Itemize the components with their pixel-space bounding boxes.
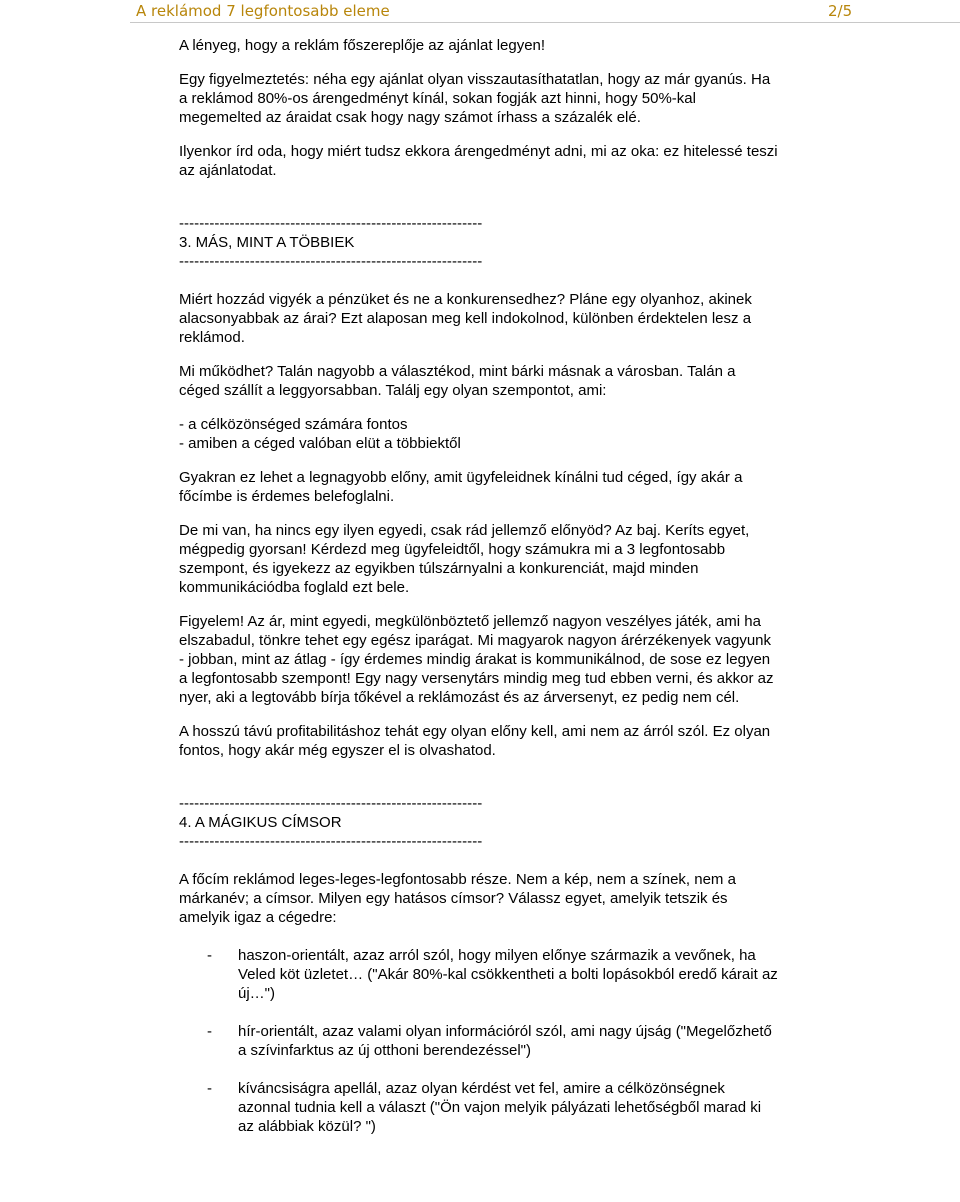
page-number: 2/5 [828,2,853,20]
document-body [179,36,779,1155]
separator-line: ------------------------------------------------------------ [179,795,483,812]
separator-line: ------------------------------------------------------------ [179,253,483,270]
paragraph-price-warning: Figyelem! Az ár, mint egyedi, megkülönböztető jellemző nagyon veszélyes játék, ami ha elszabadul, tönkre tehet egy egész iparágat. Mi magyarok nagyon árérzékenyek vagyunk - jobban, mint az átlag - így érdemes mindig árakat is kommunikálnod, de sose ez legyen a legfontosabb szempont! Egy nagy versenytárs mindig meg tud ebben verni, és akkor az nyer, aki a legtovább bírja tőkével a reklámozást és az árversenyt, ez pedig nem cél. [179,613,774,706]
separator-line: ------------------------------------------------------------ [179,215,483,232]
running-header [0,0,960,24]
list-item-text: kíváncsiságra apellál, azaz olyan kérdést vet fel, amire a célközönségnek azonnal tudnia kell a választ ("Ön vajon melyik pályázati lehetőségből marad ki az alábbiak közül? ") [238,1080,762,1135]
bullet-dash: - [207,1023,212,1040]
header-rule [130,22,960,23]
paragraph-credibility: Ilyenkor írd oda, hogy miért tudsz ekkora árengedményt adni, mi az oka: ez hitelessé teszi az ajánlatodat. [179,143,778,179]
list-item [179,1022,779,1060]
list-item [179,946,779,1003]
list-item: - a célközönséged számára fontos [179,416,408,433]
paragraph-what-works: Mi működhet? Talán nagyobb a választékod, mint bárki másnak a városban. Talán a céged szállít a leggyorsabban. Találj egy olyan szempontot, ami: [179,363,736,399]
list-item-text: haszon-orientált, azaz arról szól, hogy milyen előnye származik a vevőnek, ha Veled köt üzletet… ("Akár 80%-kal csökkentheti a bolti lopásokból eredő kárait az új…") [238,947,778,1002]
list-item [179,1079,779,1136]
paragraph-warning: Egy figyelmeztetés: néha egy ajánlat olyan visszautasíthatatlan, hogy az már gyanús. Ha a reklámod 80%-os árengedményt kínál, sokan fogják azt hinni, hogy 50%-kal megemelted az áraidat csak hogy nagy számot írhass a százalék elé. [179,71,771,126]
paragraph-no-advantage: De mi van, ha nincs egy ilyen egyedi, csak rád jellemző előnyöd? Az baj. Keríts egyet, mégpedig gyorsan! Kérdezd meg ügyfeleidtől, hogy számukra mi a 3 legfontosabb szempont, és igyekezz az egyikben túlszárnyalni a konkurenciát, majd minden kommunikációdba foglald ezt bele. [179,522,750,596]
section-heading-4: 4. A MÁGIKUS CÍMSOR [179,814,342,831]
document-title: A reklámod 7 legfontosabb eleme [136,2,390,20]
paragraph-headline-importance: A főcím reklámod leges-leges-legfontosabb része. Nem a kép, nem a színek, nem a márkanév; a címsor. Milyen egy hatásos címsor? Válassz egyet, amelyik tetszik és amelyik igaz a cégedre: [179,871,736,926]
headline-types-list [179,946,779,1136]
bullet-dash: - [207,947,212,964]
paragraph-main-advantage: Gyakran ez lehet a legnagyobb előny, amit ügyfeleidnek kínálni tud céged, így akár a főcímbe is érdemes belefoglalni. [179,469,743,505]
separator-line: ------------------------------------------------------------ [179,833,483,850]
bullet-dash: - [207,1080,212,1097]
list-item-text: hír-orientált, azaz valami olyan információról szól, ami nagy újság ("Megelőzhető a szívinfarktus az új otthoni berendezéssel") [238,1023,772,1059]
list-item: - amiben a céged valóban elüt a többiektől [179,435,461,452]
paragraph-offer-headline: A lényeg, hogy a reklám főszereplője az ajánlat legyen! [179,37,546,54]
paragraph-why-you: Miért hozzád vigyék a pénzüket és ne a konkurensedhez? Pláne egy olyanhoz, akinek alacsonyabbak az árai? Ezt alaposan meg kell indokolnod, különben érdektelen lesz a reklámod. [179,291,752,346]
section-heading-3: 3. MÁS, MINT A TÖBBIEK [179,234,355,251]
paragraph-long-term: A hosszú távú profitabilitáshoz tehát egy olyan előny kell, ami nem az árról szól. Ez olyan fontos, hogy akár még egyszer el is olvashatod. [179,723,771,759]
